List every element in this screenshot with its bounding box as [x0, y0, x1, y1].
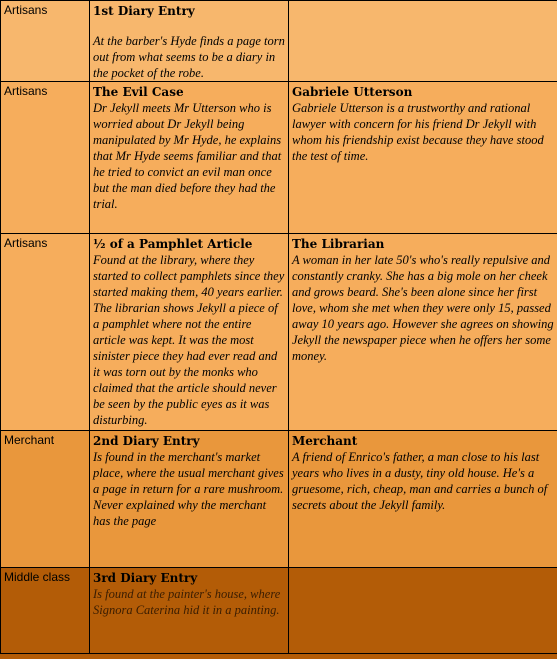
category-cell: Artisans: [1, 82, 90, 234]
item-cell: [90, 568, 289, 654]
character-title: Gabriele Utterson: [292, 85, 413, 99]
table-row: [1, 568, 557, 654]
table-row: [1, 431, 557, 568]
item-description: Is found in the merchant's market place, where the usual merchant gives a page in return for a rare mushroom. Never explained why the merchant has the page: [93, 450, 284, 528]
table-row: [1, 82, 557, 234]
category-cell: Artisans: [1, 1, 90, 82]
item-description: Dr Jekyll meets Mr Utterson who is worried about Dr Jekyll being manipulated by Mr Hyde, he explains that Mr Hyde seems familiar and that he tried to convict an evil man once but the man died before they had the trial.: [93, 101, 282, 211]
table-row: [1, 1, 557, 82]
category-cell: Merchant: [1, 431, 90, 568]
character-cell: [289, 1, 557, 82]
item-cell: [90, 82, 289, 234]
item-description: At the barber's Hyde finds a page torn out from what seems to be a diary in the pocket of the robe.: [93, 34, 285, 80]
character-description: A woman in her late 50's who's really repulsive and constantly cranky. She has a big mole on her cheek and grows beard. She's been alone since her first love, whom she met when they were only 15, passed away 10 years ago. However she agrees on showing Jekyll the newspaper piece when he offers her some money.: [292, 253, 554, 363]
character-title: The Librarian: [292, 237, 385, 251]
character-cell: [289, 82, 557, 234]
item-description: Is found at the painter's house, where Signora Caterina hid it in a painting.: [93, 587, 281, 617]
character-cell: [289, 431, 557, 568]
category-cell: Artisans: [1, 234, 90, 431]
character-cell: [289, 234, 557, 431]
item-title: The Evil Case: [93, 85, 184, 99]
item-cell: [90, 431, 289, 568]
item-title: 2nd Diary Entry: [93, 434, 200, 448]
item-cell: [90, 234, 289, 431]
table-row: [1, 234, 557, 431]
item-title: ½ of a Pamphlet Article: [93, 237, 253, 251]
item-description: Found at the library, where they started to collect pamphlets since they started making them, 40 years earlier. The librarian shows Jekyll a piece of a pamphlet where not the entire article was kept. It was the most sinister piece they had ever read and it was torn out by the monks who claimed that the article should never be seen by the public eyes as it was disturbing.: [93, 253, 285, 427]
category-cell: Middle class: [1, 568, 90, 654]
character-cell: [289, 568, 557, 654]
character-title: Merchant: [292, 434, 358, 448]
character-description: A friend of Enrico's father, a man close to his last years who lives in a dusty, tiny old house. He's a gruesome, rich, cheap, man and carries a bunch of secrets about the Jekyll family.: [292, 450, 548, 512]
item-title: 1st Diary Entry: [93, 4, 195, 18]
item-cell: [90, 1, 289, 82]
item-title: 3rd Diary Entry: [93, 571, 198, 585]
character-description: Gabriele Utterson is a trustworthy and rational lawyer with concern for his friend Dr Jekyll with whom his friendship exist because they have stood the test of time.: [292, 101, 544, 163]
